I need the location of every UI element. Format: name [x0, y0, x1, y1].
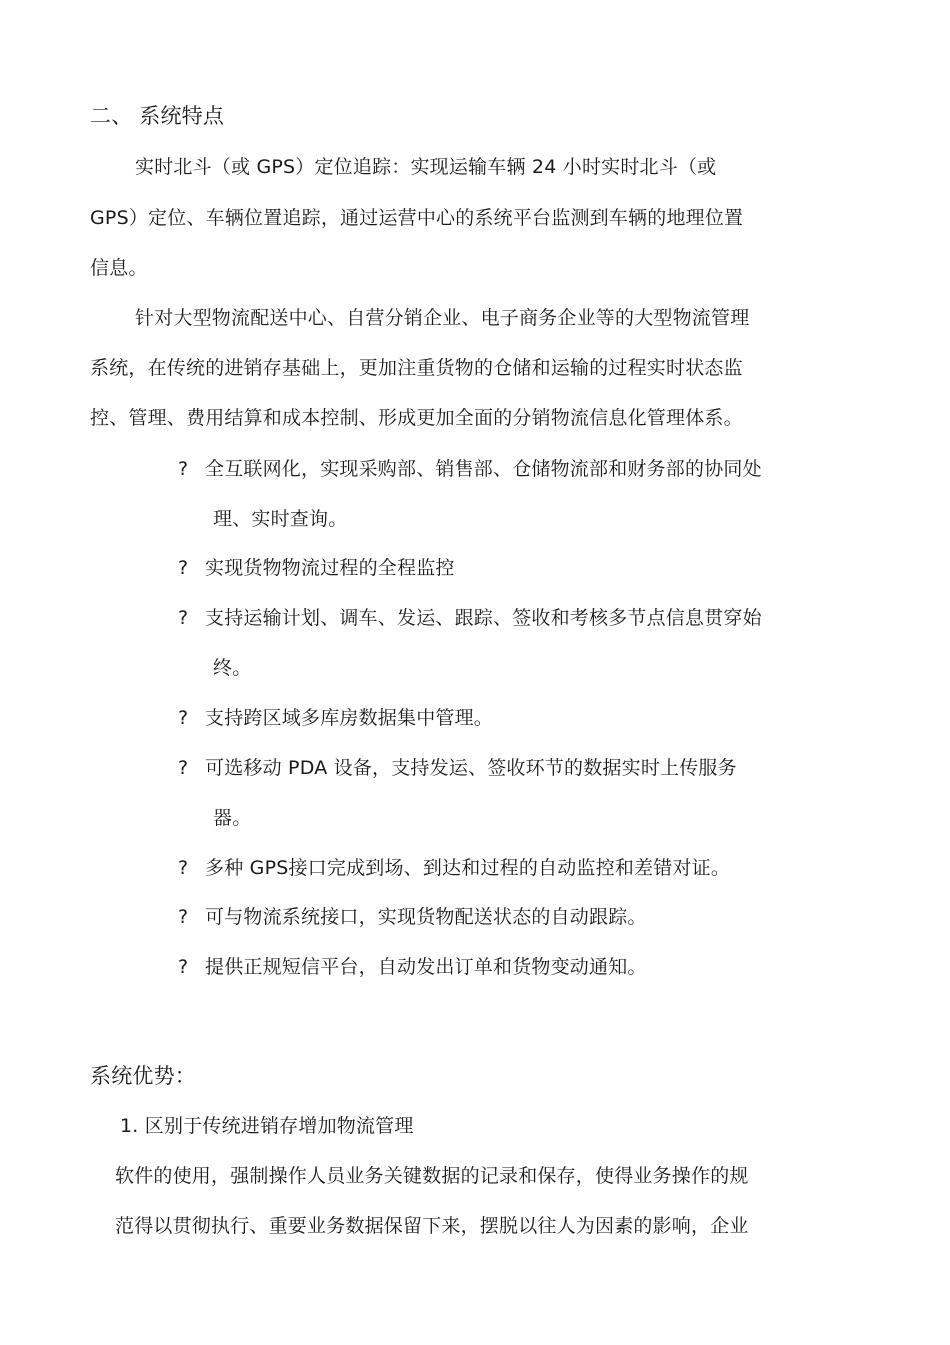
advantage-item-1: 1. 区别于传统进销存增加物流管理	[120, 1115, 414, 1137]
bullet-8-line-1: 提供正规短信平台，自动发出订单和货物变动通知。	[205, 956, 647, 978]
bullet-marker: ?	[178, 956, 189, 978]
bullet-marker: ?	[178, 607, 189, 629]
bullet-4-line-1: 支持跨区域多库房数据集中管理。	[205, 707, 494, 729]
advantage-para-line-2: 范得以贯彻执行、重要业务数据保留下来，摆脱以往人为因素的影响，企业	[115, 1215, 749, 1237]
intro-line-3: 信息。	[90, 257, 148, 279]
bullet-7-line-1: 可与物流系统接口，实现货物配送状态的自动跟踪。	[205, 906, 647, 928]
section-heading: 二、 系统特点	[90, 104, 225, 128]
para2-line-3: 控、管理、费用结算和成本控制、形成更加全面的分销物流信息化管理体系。	[90, 407, 743, 429]
para2-line-1: 针对大型物流配送中心、自营分销企业、电子商务企业等的大型物流管理	[135, 307, 750, 329]
advantages-heading: 系统优势：	[90, 1064, 196, 1088]
bullet-6-line-1: 多种 GPS接口完成到场、到达和过程的自动监控和差错对证。	[205, 857, 731, 879]
intro-line-1: 实时北斗（或 GPS）定位追踪：实现运输车辆 24 小时实时北斗（或	[135, 156, 717, 178]
bullet-marker: ?	[178, 557, 189, 579]
bullet-2-line-1: 实现货物物流过程的全程监控	[205, 557, 455, 579]
advantage-para-line-1: 软件的使用，强制操作人员业务关键数据的记录和保存，使得业务操作的规	[115, 1165, 749, 1187]
bullet-marker: ?	[178, 458, 189, 480]
bullet-3-line-2: 终。	[213, 657, 252, 679]
bullet-5-line-2: 器。	[213, 807, 252, 829]
bullet-marker: ?	[178, 857, 189, 879]
bullet-marker: ?	[178, 757, 189, 779]
bullet-1-line-2: 理、实时查询。	[213, 508, 348, 530]
bullet-1-line-1: 全互联网化，实现采购部、销售部、仓储物流部和财务部的协同处	[205, 458, 762, 480]
intro-line-2: GPS）定位、车辆位置追踪，通过运营中心的系统平台监测到车辆的地理位置	[90, 207, 744, 229]
bullet-marker: ?	[178, 707, 189, 729]
bullet-3-line-1: 支持运输计划、调车、发运、跟踪、签收和考核多节点信息贯穿始	[205, 607, 762, 629]
bullet-5-line-1: 可选移动 PDA 设备，支持发运、签收环节的数据实时上传服务	[205, 757, 737, 779]
para2-line-2: 系统，在传统的进销存基础上，更加注重货物的仓储和运输的过程实时状态监	[90, 357, 743, 379]
bullet-marker: ?	[178, 906, 189, 928]
